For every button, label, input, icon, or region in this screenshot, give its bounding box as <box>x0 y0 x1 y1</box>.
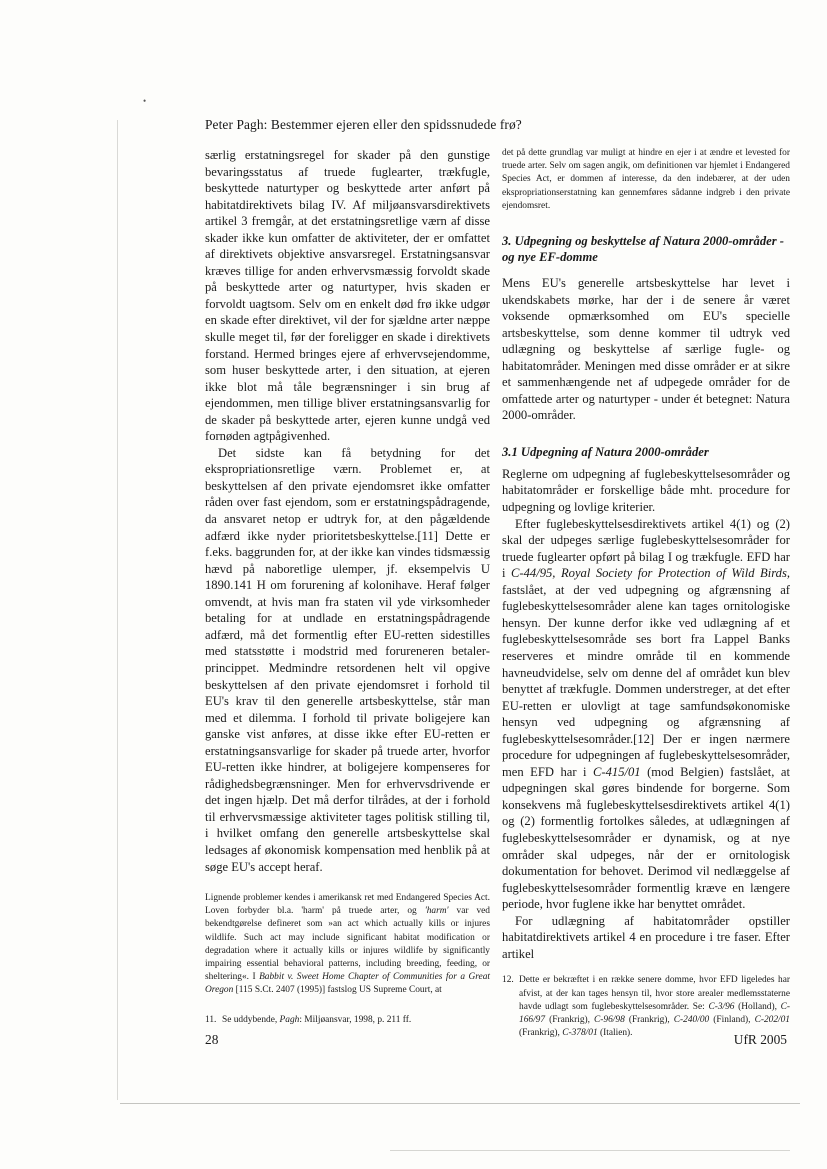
paragraph: For udlægning af habitatområder opstiller habitatdirektivets artikel 4 en procedure i tre faser. Efter artikel <box>502 913 790 961</box>
note-text <box>205 892 490 998</box>
note-end: [115 S.Ct. 2407 (1995)] fastslog US Supreme Court, at <box>233 985 442 996</box>
page-bottom-rule <box>120 1103 800 1104</box>
subsection-heading: 3.1 Udpegning af Natura 2000-områder <box>502 444 709 459</box>
page-number: 28 <box>205 1032 219 1047</box>
section-body-text <box>502 275 790 424</box>
footnote-text: Dette er bekræftet i en række senere domme, hvor EFD ligeledes har afvist, at der kan tages hensyn til, hvor store arealer medlemsstaterne havde udlagt som fuglebeskyttelsesområder. Se: C-3/96 (Holland), C-166/97 (Frankrig), C-96/98 (Frankrig), C-240/00 (Finland), C-202/01 (Frankrig), C-378/01 (Italien). <box>519 975 790 1039</box>
case-reference: C-240/00 <box>673 1014 710 1025</box>
case-reference: C-3/96 <box>708 1001 735 1012</box>
journal-label: UfR 2005 <box>733 1032 787 1047</box>
footnote-12 <box>502 974 790 1040</box>
footnote-text: Se uddybende, Pagh: Miljøansvar, 1998, p. 211 ff. <box>222 1014 412 1025</box>
note-continuation: det på dette grundlag var muligt at hindre en ejer i at ændre et levested for truede arter. Selv om sagen angik, om definitionen var hjemlet i Endangered Species Act, er dommen af interesse, da den indebærer, at der uden ekspropriationserstatning kan gennemføres sådanne indgreb i den private ejendomsret. <box>502 148 790 211</box>
case-reference: C-96/98 <box>594 1014 625 1025</box>
case-reference: C-415/01 <box>593 764 641 779</box>
note-intro: Lignende problemer kendes i amerikansk ret med Endangered Species Act. Loven forbyder bl.a. 'harm' på truede arter, og <box>205 893 490 917</box>
section-heading: 3. Udpegning og beskyttelse af Natura 2000-områder - og nye EF-domme <box>502 234 784 265</box>
footnote-number: 12. <box>502 975 514 986</box>
scan-edge-line <box>117 120 118 1100</box>
footnote-11 <box>205 1014 490 1027</box>
left-body-text <box>205 147 490 875</box>
case-reference: C-202/01 <box>754 1014 790 1025</box>
footnote-author: Pagh <box>279 1014 300 1025</box>
footnote-number: 11. <box>205 1014 217 1025</box>
case-reference: C-378/01 <box>562 1028 598 1039</box>
scan-edge-line-bottom <box>390 1150 790 1151</box>
paragraph: særlig erstatningsregel for skader på den gunstige bevaringsstatus af truede fuglearter, trækfugle, beskyttede naturtyper og beskyttede arter anført på habitatdirektivets bilag IV. Af miljøansvarsdirektivets artikel 3 fremgår, at det erstatningsretlige værn af disse skader ikke kun omfatter de aktiviteter, der er omfattet af direktivets objektive ansvarsregel. Erstatningsansvar kræves tillige for anden erhvervsmæssig forvoldt skade på beskyttede arter og naturtyper, hvis skaden er forvoldt uagtsom. Selv om en enkelt død frø ikke udgør en skade efter direktivet, vil der for sjældne arter næppe skulle meget til, før der foreligger en skade i direktivets forstand. Hermed bringes ejere af erhvervsejendomme, som huser beskyttede arter, i den situation, at ejeren ikke blot må tåle begrænsninger i sin brug af ejendommen, men tillige bliver erstatningsansvarlig for de skader på beskyttede arter, ejeren kunne undgå ved fornøden agtpågivenhed. <box>205 148 490 444</box>
paragraph: Det sidste kan få betydning for det ekspropriationsretlige værn. Problemet er, at beskyttelsen af den private ejendomsret ikke omfatter råden over fast ejendom, som er erstatningspådragende, da ansvaret netop er udtryk for, at den pågældende adfærd ikke nyder prioritetsbeskyttelse.[11] Dette er f.eks. baggrunden for, at der ikke kan vindes tidsmæssig hævd på naboretlige ulemper, jf. eksempelvis U 1890.141 H om forurening af kolonihave. Heraf følger omvendt, at hvis man fra staten vil yde virksomheder betaling for at undlade en erstatningspådragende adfærd, må det formentlig efter EU-retten sidestilles med statsstøtte i modstrid med forureneren betaler-princippet. Medmindre retsordenen helt vil opgive beskyttelsen af den private ejendomsret i forhold til EU's krav til den generelle artsbeskyttelse, står man med et dilemma. I forhold til private boligejere kan ganske vist anføres, at disse ikke efter EU-retten er erstatningsansvarlige for skader på truede arter, hvorfor EU-retten ikke hindrer, at boligejere kompenseres for rådighedsbegrænsninger. Men for erhvervsdrivende er det ingen hjælp. Det må derfor tilrådes, at der i forhold til erhvervsmæssige aktiviteter tages politisk stilling til, i hvilket omfang den generelle artsbeskyttelse skal ledsages af økonomisk kompensation med henblik på at søge EU's accept heraf. <box>205 445 490 874</box>
running-head: Peter Pagh: Bestemmer ejeren eller den spidssnudede frø? <box>205 117 522 132</box>
right-column <box>502 147 790 1040</box>
paragraph: Efter fuglebeskyttelsesdirektivets artikel 4(1) og (2) skal der udpeges særlige fuglebeskyttelsesområder for truede fuglearter opført på bilag I og trækfugle. EFD har i C-44/95, Royal Society for Protection of Wild Birds, fastslået, at der ved udpegning og afgrænsning af fuglebeskyttelsesområder alene kan tages ornitologiske hensyn. Der kunne derfor ikke ved udlægning af et fuglebeskyttelsesområde ses bort fra Lappel Banks reserveres et mindre område til en kommende havneudvidelse, selv om denne del af området kun blev benyttet af trækfugle. Dommen understreger, at det efter EU-retten er ulovligt at tage samfundsøkonomiske hensyn ved udpegning og afgrænsning af fuglebeskyttelsesområder.[12] Der er ingen nærmere procedure for udpegningen af fuglebeskyttelsesområder, men EFD har i C-415/01 (mod Belgien) fastslået, at udpegningen skal gøres bindende for borgerne. Som konsekvens må fuglebeskyttelsesdirektivets artikel 4(1) og (2) formentlig fortolkes således, at udlægningen af fuglebeskyttelsesområder er dynamisk, og at nye områder skal udpeges, når der er ornitologisk dokumentation for behovet. Derimod vil nedlæggelse af fuglebeskyttelsesområder formentlig kræve en længere periode, hvor fuglene ikke har benyttet området. <box>502 516 790 912</box>
case-reference: C-166/97 <box>519 1001 790 1025</box>
case-reference: C-44/95, Royal Society for Protection of Wild Birds, <box>511 566 790 581</box>
subsection-body-text <box>502 466 790 962</box>
paragraph: Mens EU's generelle artsbeskyttelse har levet i ukendskabets mørke, har der i de senere år været voksende opmærksomhed om EU's specielle artsbeskyttelse, som denne kommer til udtryk ved udlægning og beskyttelse af særlige fugle- og habitatområder. Meningen med disse områder er at sikre et sammenhængende net af udpegede områder for de omfattede arter og naturtyper - under ét betegnet: Natura 2000-områder. <box>502 276 790 423</box>
left-column <box>205 147 490 1027</box>
note-mid: var ved bekendtgørelse defineret som »an act which actually kills or injures wildlife. Such act may include significant habitat modification or degradation where it actually kills or injures wildlife by significantly impairing essential behavioral patterns, including breeding, feeding, or sheltering«. I <box>205 906 490 983</box>
note-case-name: Babbit v. Sweet Home Chapter of Communities for a Great Oregon <box>205 972 490 996</box>
note-harm: 'harm' <box>424 906 449 917</box>
scan-mark: • <box>143 96 147 106</box>
paragraph: Reglerne om udpegning af fuglebeskyttelsesområder og habitatområder er forskellige både mht. procedure for udpegning og lovlige kriterier. <box>502 466 790 515</box>
